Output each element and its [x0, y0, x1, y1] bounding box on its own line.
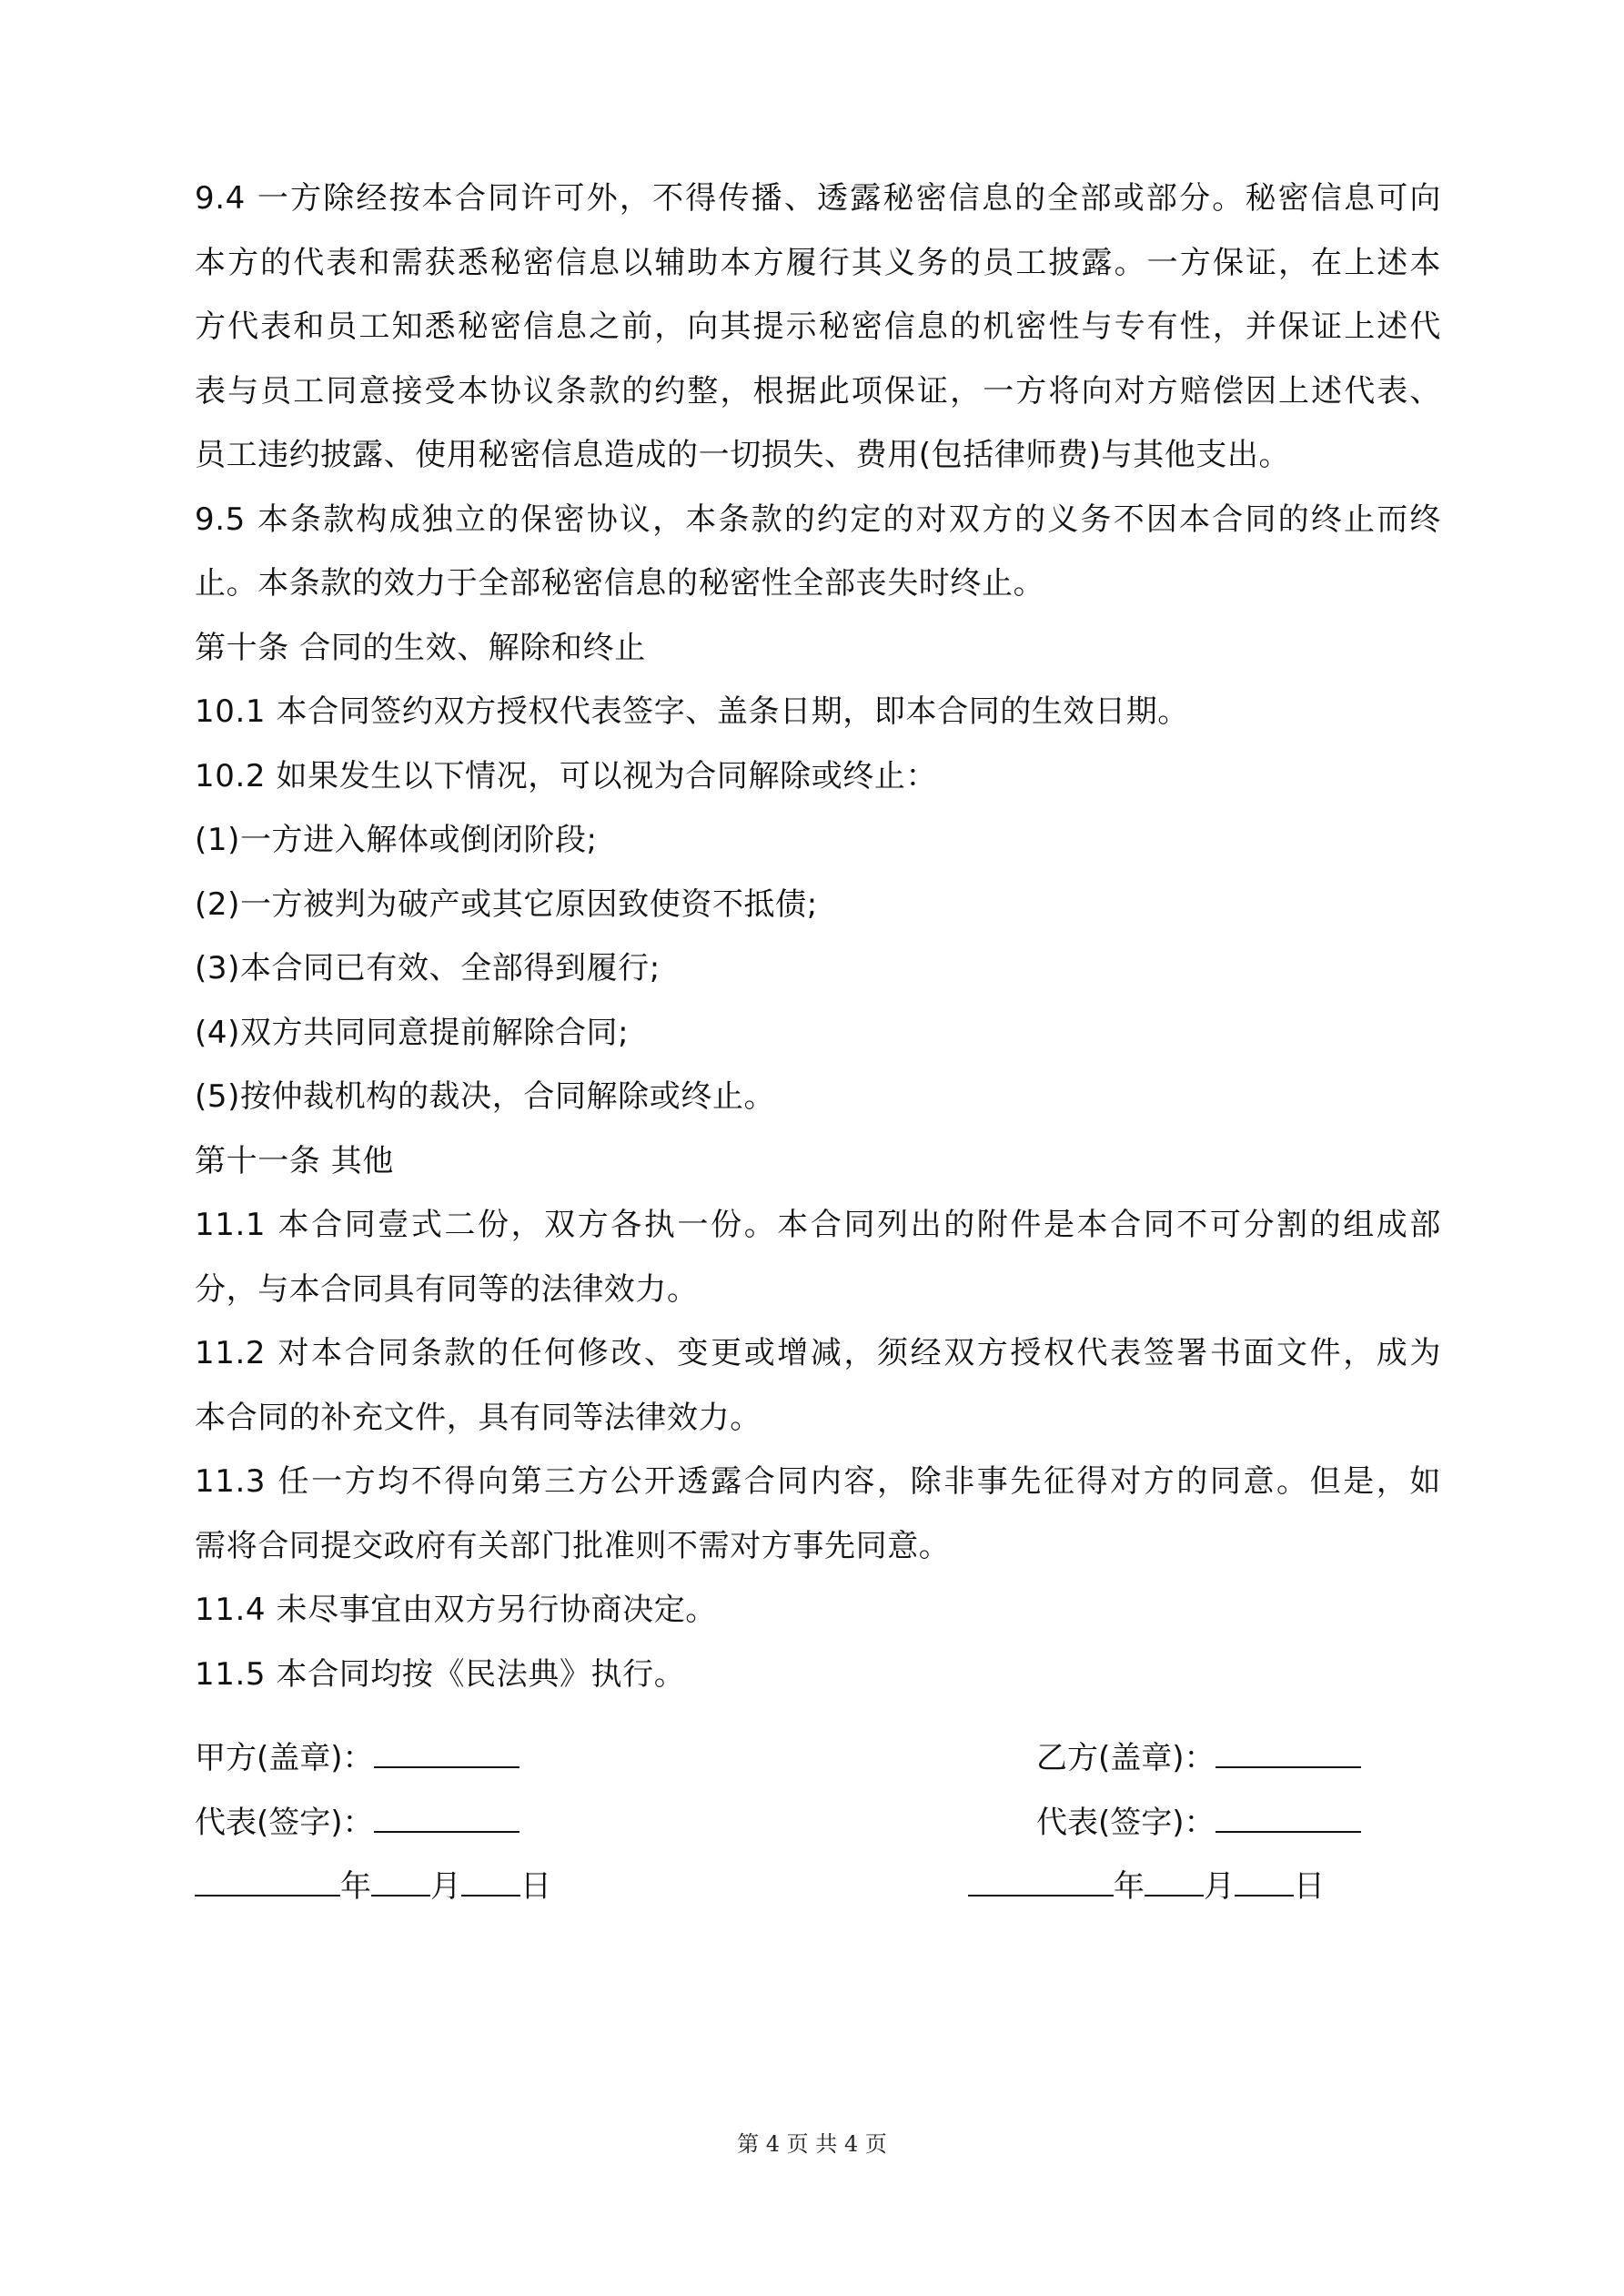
item-10-2-2-line-1: (2)一方被判为破产或其它原因致使资不抵债; — [195, 885, 818, 923]
party-a-seal-blank — [374, 1741, 519, 1768]
clause-10-1 — [195, 680, 1441, 744]
clause-11-1-line-2: 分，与本合同具有同等的法律效力。 — [195, 1270, 699, 1308]
party-a-date — [195, 1855, 551, 1919]
clause-11-5 — [195, 1643, 1441, 1707]
party-a-seal-label: 甲方(盖章)： — [195, 1740, 374, 1776]
party-a-year-label: 年 — [340, 1868, 371, 1905]
clause-9-5-line-1: 9.5 本条款构成独立的保密协议，本条款的约定的对双方的义务不因本合同的终止而终 — [195, 501, 1441, 538]
item-10-2-5-line-1: (5)按仲裁机构的裁决，合同解除或终止。 — [195, 1078, 776, 1115]
item-10-2-4-line-1: (4)双方共同同意提前解除合同; — [195, 1014, 630, 1051]
party-b-month-blank — [1145, 1869, 1204, 1896]
clause-9-4-line-4: 表与员工同意接受本协议条款的约整，根据此项保证，一方将向对方赔偿因上述代表、 — [195, 372, 1441, 410]
sign-row — [195, 1791, 1441, 1856]
clause-9-4-line-5: 员工违约披露、使用秘密信息造成的一切损失、费用(包括律师费)与其他支出。 — [195, 437, 1291, 473]
item-10-2-2 — [195, 873, 1441, 937]
party-a-day-label: 日 — [520, 1868, 551, 1905]
clause-11-3 — [195, 1450, 1441, 1578]
clause-11-4 — [195, 1578, 1441, 1643]
clause-9-4-line-1: 9.4 一方除经按本合同许可外，不得传播、透露秘密信息的全部或部分。秘密信息可向 — [195, 180, 1441, 217]
clause-11-4-line-1: 11.4 未尽事宜由双方另行协商决定。 — [195, 1592, 717, 1628]
clause-9-4-line-2: 本方的代表和需获悉秘密信息以辅助本方履行其义务的员工披露。一方保证，在上述本 — [195, 244, 1441, 281]
item-10-2-4 — [195, 1001, 1441, 1066]
clause-9-5 — [195, 488, 1441, 616]
party-a-seal — [195, 1726, 519, 1791]
clause-11-5-line-1: 11.5 本合同均按《民法典》执行。 — [195, 1655, 686, 1693]
signature-block — [195, 1726, 1441, 1919]
item-10-2-3-line-1: (3)本合同已有效、全部得到履行; — [195, 950, 661, 986]
article-10-heading-line-1: 第十条 合同的生效、解除和终止 — [195, 629, 646, 666]
clause-11-2 — [195, 1321, 1441, 1450]
clause-10-2 — [195, 744, 1441, 809]
page-footer: 第 4 页 共 4 页 — [737, 2131, 887, 2157]
item-10-2-1-line-1: (1)一方进入解体或倒闭阶段; — [195, 822, 598, 858]
clause-11-1 — [195, 1193, 1441, 1321]
party-a-month-blank — [371, 1869, 430, 1896]
item-10-2-5 — [195, 1065, 1441, 1129]
clause-9-4 — [195, 167, 1441, 488]
party-b-rep — [1036, 1791, 1361, 1856]
party-a-rep-blank — [374, 1805, 519, 1833]
party-a-rep-label: 代表(签字)： — [195, 1804, 374, 1841]
party-a-rep — [195, 1791, 519, 1856]
party-b-year-blank — [968, 1869, 1114, 1896]
party-a-day-blank — [461, 1869, 520, 1896]
clause-9-5-line-2: 止。本条款的效力于全部秘密信息的秘密性全部丧失时终止。 — [195, 565, 1045, 602]
item-10-2-1 — [195, 808, 1441, 873]
party-b-seal — [1036, 1726, 1361, 1791]
article-10-heading — [195, 616, 1441, 681]
party-b-day-blank — [1235, 1869, 1294, 1896]
party-b-rep-blank — [1215, 1805, 1361, 1833]
party-b-rep-label: 代表(签字)： — [1036, 1804, 1215, 1841]
seal-row — [195, 1726, 1441, 1791]
article-11-heading-line-1: 第十一条 其他 — [195, 1142, 395, 1179]
party-a-year-blank — [195, 1869, 340, 1896]
clause-11-3-line-1: 11.3 任一方均不得向第三方公开透露合同内容，除非事先征得对方的同意。但是，如 — [195, 1463, 1441, 1500]
party-b-year-label: 年 — [1114, 1868, 1145, 1905]
party-b-seal-label: 乙方(盖章)： — [1036, 1740, 1215, 1776]
clause-11-2-line-2: 本合同的补充文件，具有同等法律效力。 — [195, 1399, 762, 1436]
party-b-date — [968, 1855, 1325, 1919]
party-a-month-label: 月 — [430, 1868, 461, 1905]
clause-11-3-line-2: 需将合同提交政府有关部门批准则不需对方事先同意。 — [195, 1527, 951, 1564]
party-b-day-label: 日 — [1294, 1868, 1325, 1905]
clause-10-1-line-1: 10.1 本合同签约双方授权代表签字、盖条日期，即本合同的生效日期。 — [195, 693, 1189, 730]
date-row — [195, 1855, 1441, 1919]
party-b-month-label: 月 — [1204, 1868, 1235, 1905]
item-10-2-3 — [195, 936, 1441, 1001]
clause-11-2-line-1: 11.2 对本合同条款的任何修改、变更或增减，须经双方授权代表签署书面文件，成为 — [195, 1335, 1441, 1371]
clause-9-4-line-3: 方代表和员工知悉秘密信息之前，向其提示秘密信息的机密性与专有性，并保证上述代 — [195, 308, 1441, 345]
clause-11-1-line-1: 11.1 本合同壹式二份，双方各执一份。本合同列出的附件是本合同不可分割的组成部 — [195, 1207, 1441, 1243]
document-body — [195, 167, 1441, 1706]
clause-10-2-line-1: 10.2 如果发生以下情况，可以视为合同解除或终止： — [195, 757, 938, 794]
party-b-seal-blank — [1215, 1741, 1361, 1768]
article-11-heading — [195, 1129, 1441, 1194]
